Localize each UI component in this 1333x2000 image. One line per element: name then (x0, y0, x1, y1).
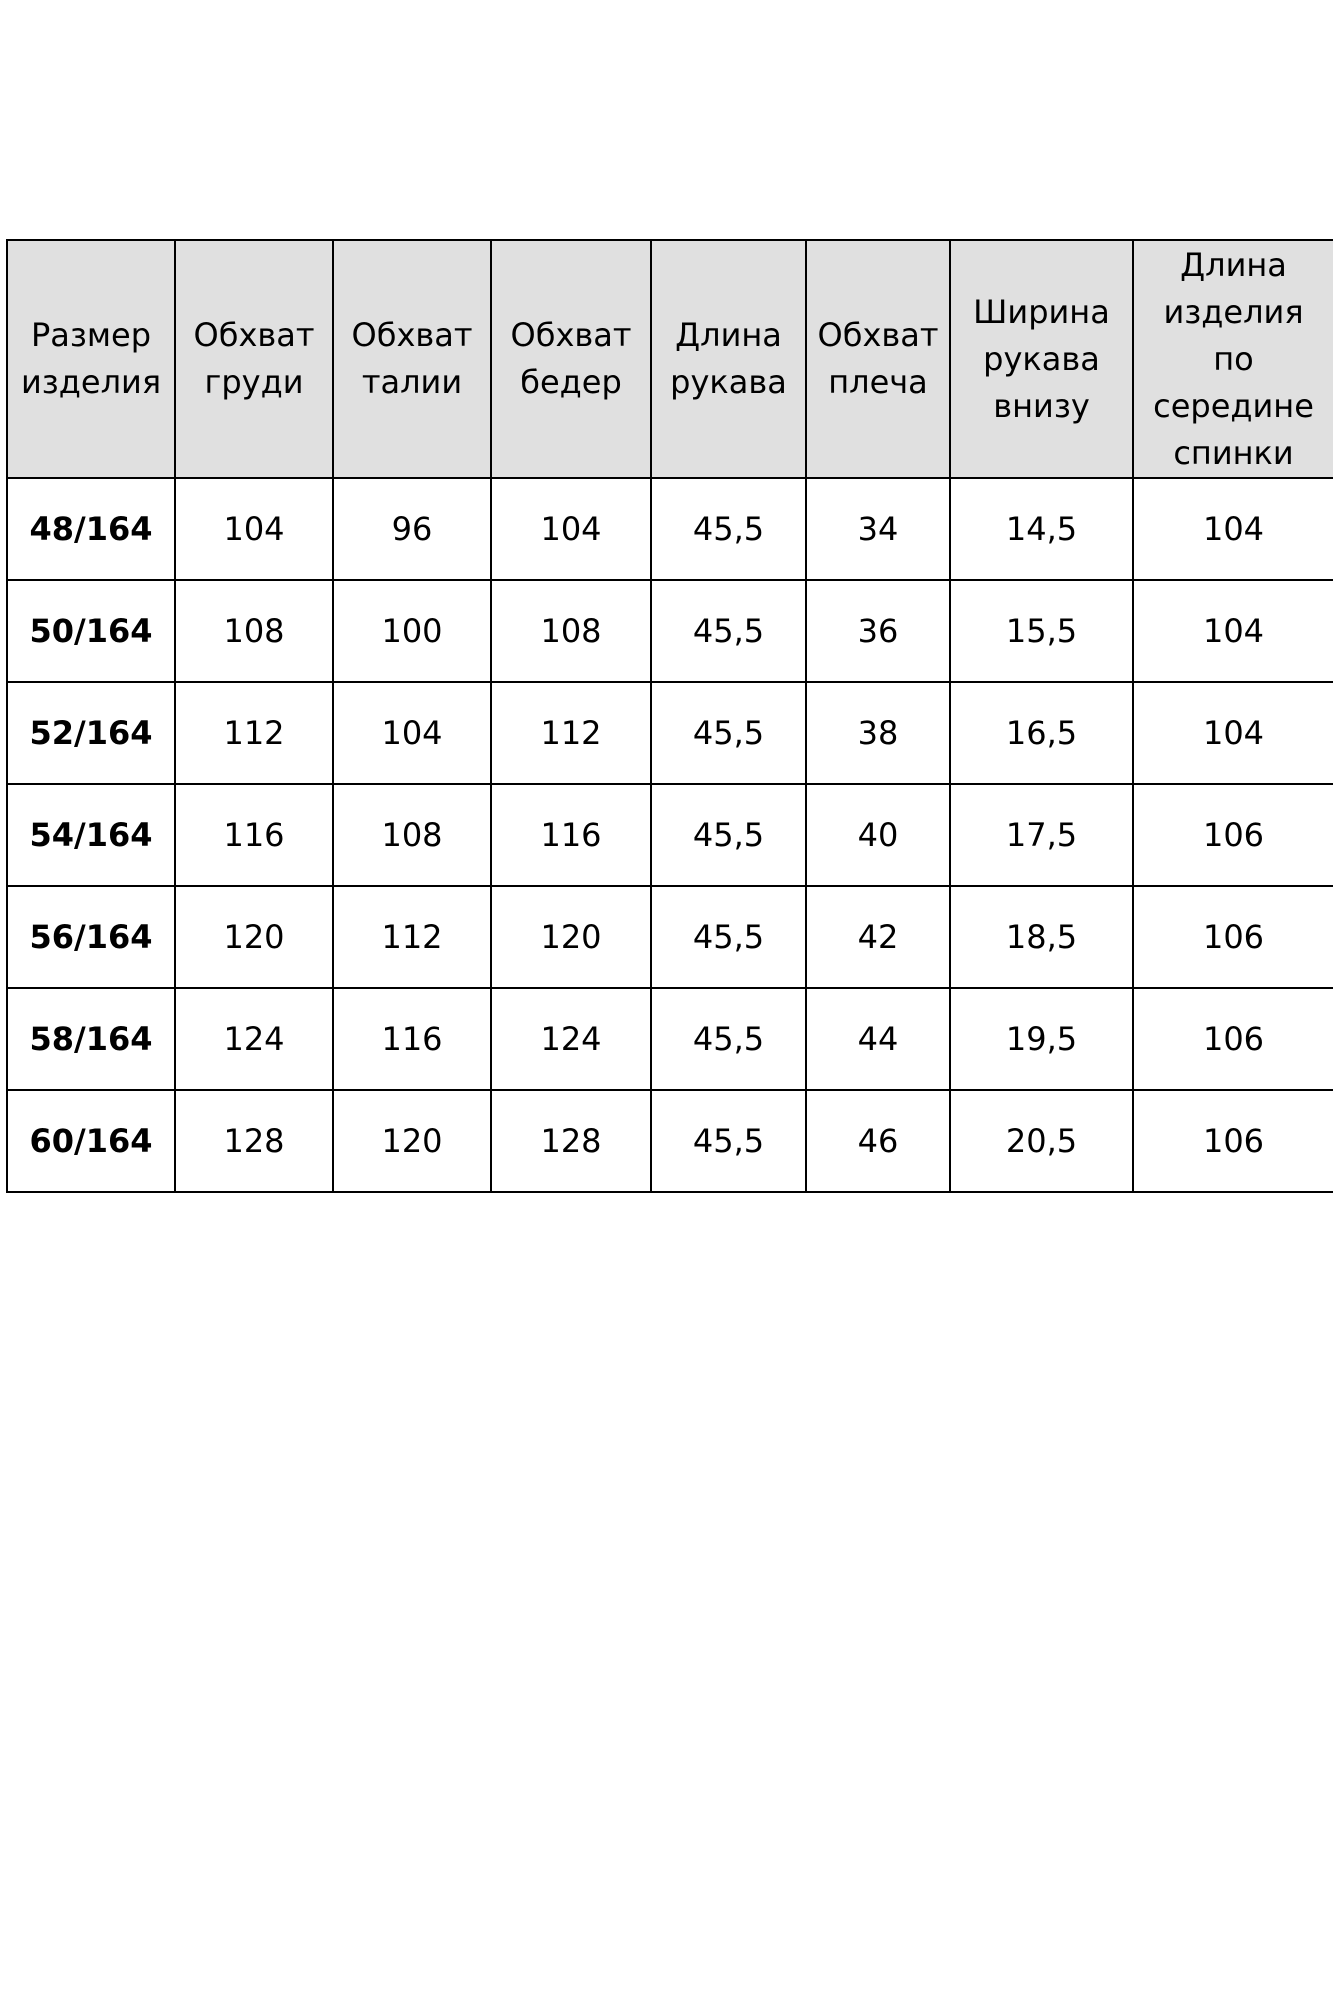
shoulder-cell: 38 (806, 682, 950, 784)
table-row (7, 886, 1333, 988)
size-cell: 54/164 (7, 784, 175, 886)
table-row (7, 580, 1333, 682)
waist-cell: 96 (333, 478, 491, 580)
waist-cell: 104 (333, 682, 491, 784)
sleeve-length-cell: 45,5 (651, 478, 806, 580)
hips-cell: 112 (491, 682, 651, 784)
hips-cell: 108 (491, 580, 651, 682)
hips-cell: 104 (491, 478, 651, 580)
waist-cell: 100 (333, 580, 491, 682)
chest-cell: 124 (175, 988, 333, 1090)
sleeve-width-cell: 18,5 (950, 886, 1133, 988)
shoulder-cell: 46 (806, 1090, 950, 1192)
waist-cell: 108 (333, 784, 491, 886)
chest-cell: 120 (175, 886, 333, 988)
size-cell: 52/164 (7, 682, 175, 784)
hips-cell: 120 (491, 886, 651, 988)
sleeve-length-cell: 45,5 (651, 784, 806, 886)
sleeve-width-cell: 17,5 (950, 784, 1133, 886)
back-length-cell: 104 (1133, 682, 1333, 784)
sleeve-length-cell: 45,5 (651, 682, 806, 784)
table-row (7, 988, 1333, 1090)
table-row (7, 478, 1333, 580)
chest-cell: 128 (175, 1090, 333, 1192)
chest-cell: 108 (175, 580, 333, 682)
header-shoulder: Обхват плеча (806, 240, 950, 478)
hips-cell: 124 (491, 988, 651, 1090)
header-back-length: Длина изделия по середине спинки (1133, 240, 1333, 478)
shoulder-cell: 34 (806, 478, 950, 580)
size-cell: 58/164 (7, 988, 175, 1090)
sleeve-length-cell: 45,5 (651, 1090, 806, 1192)
size-cell: 60/164 (7, 1090, 175, 1192)
back-length-cell: 106 (1133, 784, 1333, 886)
shoulder-cell: 44 (806, 988, 950, 1090)
header-chest: Обхват груди (175, 240, 333, 478)
header-row (7, 240, 1333, 478)
header-waist: Обхват талии (333, 240, 491, 478)
sleeve-width-cell: 14,5 (950, 478, 1133, 580)
size-cell: 48/164 (7, 478, 175, 580)
sleeve-width-cell: 20,5 (950, 1090, 1133, 1192)
hips-cell: 128 (491, 1090, 651, 1192)
waist-cell: 116 (333, 988, 491, 1090)
sleeve-width-cell: 19,5 (950, 988, 1133, 1090)
back-length-cell: 106 (1133, 988, 1333, 1090)
back-length-cell: 104 (1133, 580, 1333, 682)
header-sleeve-width: Ширина рукава внизу (950, 240, 1133, 478)
hips-cell: 116 (491, 784, 651, 886)
chest-cell: 116 (175, 784, 333, 886)
header-hips: Обхват бедер (491, 240, 651, 478)
header-size: Размер изделия (7, 240, 175, 478)
table-row (7, 1090, 1333, 1192)
shoulder-cell: 36 (806, 580, 950, 682)
chest-cell: 104 (175, 478, 333, 580)
table-row (7, 784, 1333, 886)
size-cell: 50/164 (7, 580, 175, 682)
sleeve-width-cell: 15,5 (950, 580, 1133, 682)
back-length-cell: 106 (1133, 1090, 1333, 1192)
size-chart-table (6, 239, 1333, 1193)
size-cell: 56/164 (7, 886, 175, 988)
sleeve-length-cell: 45,5 (651, 988, 806, 1090)
waist-cell: 112 (333, 886, 491, 988)
header-sleeve-length: Длина рукава (651, 240, 806, 478)
back-length-cell: 106 (1133, 886, 1333, 988)
table-row (7, 682, 1333, 784)
sleeve-width-cell: 16,5 (950, 682, 1133, 784)
sleeve-length-cell: 45,5 (651, 580, 806, 682)
shoulder-cell: 40 (806, 784, 950, 886)
sleeve-length-cell: 45,5 (651, 886, 806, 988)
shoulder-cell: 42 (806, 886, 950, 988)
back-length-cell: 104 (1133, 478, 1333, 580)
chest-cell: 112 (175, 682, 333, 784)
waist-cell: 120 (333, 1090, 491, 1192)
